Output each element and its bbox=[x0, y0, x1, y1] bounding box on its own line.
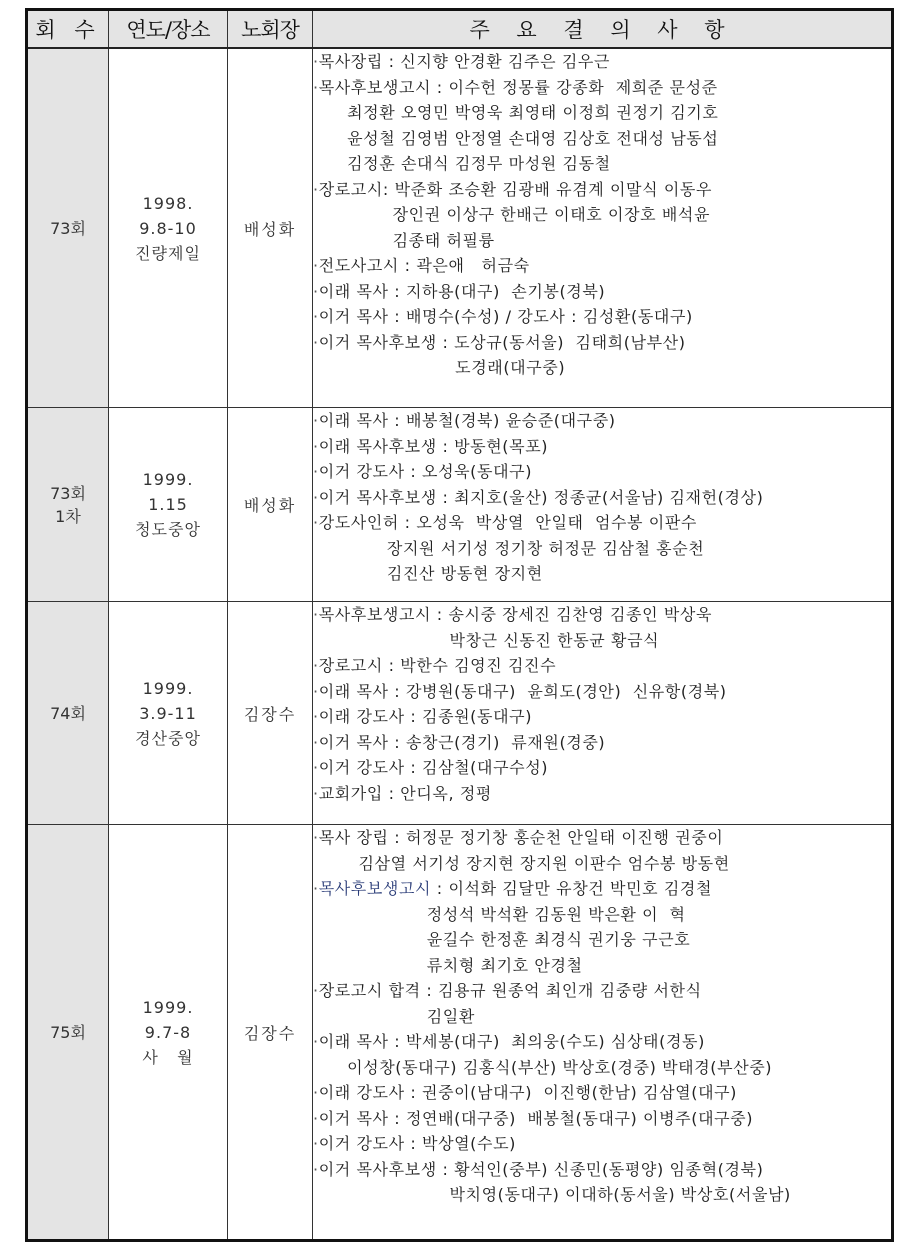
session-cell bbox=[27, 602, 109, 825]
session-cell bbox=[27, 408, 109, 602]
resolution-text: 목사후보생고시 : 송시중 장세진 김찬영 김종인 박상욱 bbox=[318, 605, 713, 624]
bullet-dot-icon: · bbox=[313, 981, 319, 1000]
bullet-dot-icon: · bbox=[313, 1108, 319, 1128]
chair-cell: 배성화 bbox=[228, 48, 313, 408]
bullet-dot-icon: · bbox=[313, 77, 319, 97]
bullet-dot-icon: · bbox=[313, 1134, 319, 1153]
resolution-text: 이래 목사후보생 : 방동현(목포) bbox=[318, 436, 549, 456]
table-row bbox=[27, 602, 893, 825]
resolution-line bbox=[313, 49, 891, 75]
resolution-text: 이래 목사 : 지하용(대구) 손기봉(경북) bbox=[318, 281, 606, 301]
resolution-line bbox=[313, 902, 891, 928]
resolution-text: 김진산 방동현 장지현 bbox=[313, 564, 543, 583]
resolution-line bbox=[313, 510, 891, 536]
resolution-text: 김정훈 손대식 김정무 마성원 김동철 bbox=[313, 154, 611, 173]
resolution-line bbox=[313, 126, 891, 152]
table-row bbox=[27, 408, 893, 602]
chair-cell: 배성화 bbox=[228, 408, 313, 602]
date-place-text: 9.8-10 bbox=[139, 218, 197, 238]
resolution-line bbox=[313, 1106, 891, 1132]
date-place-text: 1999. bbox=[142, 470, 194, 489]
resolutions-cell bbox=[313, 602, 893, 825]
resolution-text: 김삼열 서기성 장지현 장지원 이판수 엄수봉 방동현 bbox=[313, 853, 730, 873]
resolution-line bbox=[313, 75, 891, 101]
bullet-dot-icon: · bbox=[313, 656, 319, 675]
resolution-line bbox=[313, 927, 891, 953]
resolution-line bbox=[313, 628, 891, 654]
resolution-text: 류치형 최기호 안경철 bbox=[313, 955, 583, 975]
date-place-text: 1999. bbox=[142, 997, 194, 1017]
presbytery-minutes-table bbox=[25, 8, 894, 1242]
date-place-text: 경산중앙 bbox=[135, 728, 201, 748]
resolution-text: 이거 목사 : 송창근(경기) 류재원(경중) bbox=[318, 732, 606, 752]
resolution-text: 장지원 서기성 정기창 허정문 김삼철 홍순천 bbox=[313, 538, 705, 558]
bullet-dot-icon: · bbox=[313, 681, 319, 701]
resolution-text: 장로고시 합격 : 김용규 원종억 최인개 김중량 서한식 bbox=[318, 981, 702, 1000]
resolution-line bbox=[313, 1131, 891, 1157]
bullet-dot-icon: · bbox=[313, 281, 319, 301]
bullet-dot-icon: · bbox=[313, 828, 319, 847]
date-place-text: 1999. bbox=[142, 678, 194, 698]
resolution-text: 목사 장립 : 허정문 정기창 홍순천 안일태 이진행 권중이 bbox=[318, 828, 724, 847]
date-place-cell bbox=[109, 408, 228, 602]
resolution-line bbox=[313, 679, 891, 705]
chair-cell: 김장수 bbox=[228, 825, 313, 1241]
table-body bbox=[27, 48, 893, 1241]
header-row bbox=[27, 10, 893, 49]
resolution-line bbox=[313, 151, 891, 177]
bullet-dot-icon: · bbox=[313, 1159, 319, 1179]
resolution-line bbox=[313, 330, 891, 356]
date-place-cell bbox=[109, 48, 228, 408]
bullet-dot-icon: · bbox=[313, 879, 319, 898]
bullet-dot-icon: · bbox=[313, 307, 319, 326]
resolution-line bbox=[313, 602, 891, 628]
date-place-text: 청도중앙 bbox=[135, 520, 201, 539]
bullet-dot-icon: · bbox=[313, 1032, 319, 1051]
date-place-text: 진량제일 bbox=[135, 243, 201, 263]
resolution-text: 장로고시 : 박한수 김영진 김진수 bbox=[318, 656, 557, 675]
resolution-text: 정성석 박석환 김동원 박은환 이 혁 bbox=[313, 904, 686, 924]
resolution-text: 이거 목사 : 배명수(수성) / 강도사 : 김성환(동대구) bbox=[318, 307, 693, 326]
resolution-text: 장로고시: 박준화 조승환 김광배 유겸계 이말식 이동우 bbox=[318, 179, 713, 199]
resolution-text: 이거 강도사 : 김삼철(대구수성) bbox=[318, 758, 549, 777]
header-main-resolutions: 주 요 결 의 사 항 bbox=[313, 10, 893, 49]
resolution-line bbox=[313, 1004, 891, 1030]
bullet-dot-icon: · bbox=[313, 707, 319, 726]
resolution-text: 윤성철 김영범 안정열 손대영 김상호 전대성 남동섭 bbox=[313, 128, 719, 148]
resolution-line bbox=[313, 228, 891, 254]
resolution-line bbox=[313, 1029, 891, 1055]
resolution-line bbox=[313, 653, 891, 679]
resolution-line bbox=[313, 978, 891, 1004]
header-chair: 노회장 bbox=[228, 10, 313, 49]
bullet-dot-icon: · bbox=[313, 605, 319, 624]
resolution-text: 이거 목사 : 정연배(대구중) 배봉철(동대구) 이병주(대구중) bbox=[318, 1108, 754, 1128]
resolution-text: 김종태 허필륭 bbox=[313, 230, 495, 250]
resolution-line bbox=[313, 825, 891, 851]
resolution-text: 김일환 bbox=[313, 1006, 475, 1026]
table-row bbox=[27, 48, 893, 408]
resolutions-cell bbox=[313, 408, 893, 602]
resolution-text: 이래 목사 : 강병원(동대구) 윤희도(경안) 신유항(경북) bbox=[318, 681, 727, 701]
resolution-text: 이래 강도사 : 권중이(남대구) 이진행(한남) 김삼열(대구) bbox=[318, 1083, 738, 1102]
resolution-text: 전도사고시 : 곽은애 허금숙 bbox=[318, 256, 530, 275]
date-place-text: 사 월 bbox=[142, 1047, 194, 1067]
bullet-dot-icon: · bbox=[313, 783, 319, 803]
resolution-line bbox=[313, 177, 891, 203]
resolution-text: 목사장립 : 신지향 안경환 김주은 김우근 bbox=[318, 52, 611, 71]
header-session: 회 수 bbox=[27, 10, 109, 49]
session-cell bbox=[27, 825, 109, 1241]
session-text: 73회 bbox=[50, 483, 86, 503]
resolution-line bbox=[313, 459, 891, 485]
session-text: 75회 bbox=[50, 1022, 86, 1042]
bullet-dot-icon: · bbox=[313, 732, 319, 752]
resolution-text: 이성창(동대구) 김홍식(부산) 박상호(경중) 박태경(부산중) bbox=[313, 1057, 773, 1077]
resolution-line bbox=[313, 1055, 891, 1081]
bullet-dot-icon: · bbox=[313, 179, 319, 199]
bullet-dot-icon: · bbox=[313, 513, 319, 532]
resolution-line bbox=[313, 536, 891, 562]
session-cell bbox=[27, 48, 109, 408]
date-place-text: 9.7-8 bbox=[144, 1022, 192, 1042]
bullet-dot-icon: · bbox=[313, 758, 319, 777]
resolution-text: 이래 목사 : 배봉철(경북) 윤승준(대구중) bbox=[318, 411, 616, 430]
resolution-line bbox=[313, 1182, 891, 1208]
resolution-text: 강도사인허 : 오성욱 박상열 안일태 엄수봉 이판수 bbox=[318, 513, 697, 532]
resolution-text: 박치영(동대구) 이대하(동서울) 박상호(서울남) bbox=[313, 1185, 791, 1204]
resolution-text: 이거 강도사 : 박상열(수도) bbox=[318, 1134, 516, 1153]
resolution-line bbox=[313, 1157, 891, 1183]
resolution-text: 최정환 오영민 박영욱 최영태 이정희 권정기 김기호 bbox=[313, 103, 719, 122]
resolution-text: 이래 강도사 : 김종원(동대구) bbox=[318, 707, 533, 726]
bullet-dot-icon: · bbox=[313, 436, 319, 456]
chair-cell: 김장수 bbox=[228, 602, 313, 825]
resolution-line bbox=[313, 876, 891, 902]
resolution-line bbox=[313, 355, 891, 381]
bullet-dot-icon: · bbox=[313, 1083, 319, 1102]
resolution-text: 도경래(대구중) bbox=[313, 358, 566, 377]
resolution-line bbox=[313, 781, 891, 807]
date-place-text: 1998. bbox=[142, 193, 194, 213]
resolution-line bbox=[313, 485, 891, 511]
resolution-line bbox=[313, 851, 891, 877]
bullet-dot-icon: · bbox=[313, 256, 319, 275]
resolution-text: 이래 목사 : 박세봉(대구) 최의웅(수도) 심상태(경동) bbox=[318, 1032, 705, 1051]
table-row bbox=[27, 825, 893, 1241]
resolution-text: 교회가입 : 안디옥, 정평 bbox=[318, 783, 492, 803]
resolutions-cell bbox=[313, 48, 893, 408]
resolution-text: 이거 목사후보생 : 황석인(중부) 신종민(동평양) 임종혁(경북) bbox=[318, 1159, 764, 1179]
resolution-line bbox=[313, 434, 891, 460]
resolution-line bbox=[313, 202, 891, 228]
resolution-text: 목사후보생고시 : 이수헌 정몽률 강종화 제희준 문성준 bbox=[318, 77, 718, 97]
date-place-cell bbox=[109, 602, 228, 825]
date-place-text: 1.15 bbox=[148, 495, 188, 514]
date-place-text: 3.9-11 bbox=[139, 703, 197, 723]
session-text: 1차 bbox=[55, 506, 81, 526]
bullet-dot-icon: · bbox=[313, 332, 319, 352]
resolution-text: 이거 강도사 : 오성욱(동대구) bbox=[318, 462, 533, 481]
bullet-dot-icon: · bbox=[313, 487, 319, 507]
resolution-line bbox=[313, 730, 891, 756]
bullet-dot-icon: · bbox=[313, 411, 319, 430]
bullet-dot-icon: · bbox=[313, 52, 319, 71]
header-date-place: 연도/장소 bbox=[109, 10, 228, 49]
resolution-text: 박창근 신동진 한동균 황금식 bbox=[313, 630, 660, 650]
resolution-line bbox=[313, 304, 891, 330]
session-text: 74회 bbox=[50, 703, 86, 723]
highlighted-label: 목사후보생고시 bbox=[318, 879, 432, 898]
resolution-line bbox=[313, 279, 891, 305]
resolution-text: 이거 목사후보생 : 최지호(울산) 정종균(서울남) 김재헌(경상) bbox=[318, 487, 764, 507]
resolution-text: 장인권 이상구 한배근 이태호 이장호 배석윤 bbox=[313, 205, 711, 224]
session-text: 73회 bbox=[50, 218, 86, 238]
bullet-dot-icon: · bbox=[313, 462, 319, 481]
date-place-cell bbox=[109, 825, 228, 1241]
resolution-line bbox=[313, 408, 891, 434]
resolution-line bbox=[313, 100, 891, 126]
resolution-line bbox=[313, 1080, 891, 1106]
resolution-line bbox=[313, 561, 891, 587]
resolutions-cell bbox=[313, 825, 893, 1241]
resolution-line bbox=[313, 704, 891, 730]
resolution-line bbox=[313, 253, 891, 279]
resolution-text: : 이석화 김달만 유창건 박민호 김경철 bbox=[431, 879, 713, 898]
resolution-text: 윤길수 한정훈 최경식 권기웅 구근호 bbox=[313, 930, 691, 949]
resolution-text: 이거 목사후보생 : 도상규(동서울) 김태희(남부산) bbox=[318, 332, 686, 352]
resolution-line bbox=[313, 755, 891, 781]
resolution-line bbox=[313, 953, 891, 979]
